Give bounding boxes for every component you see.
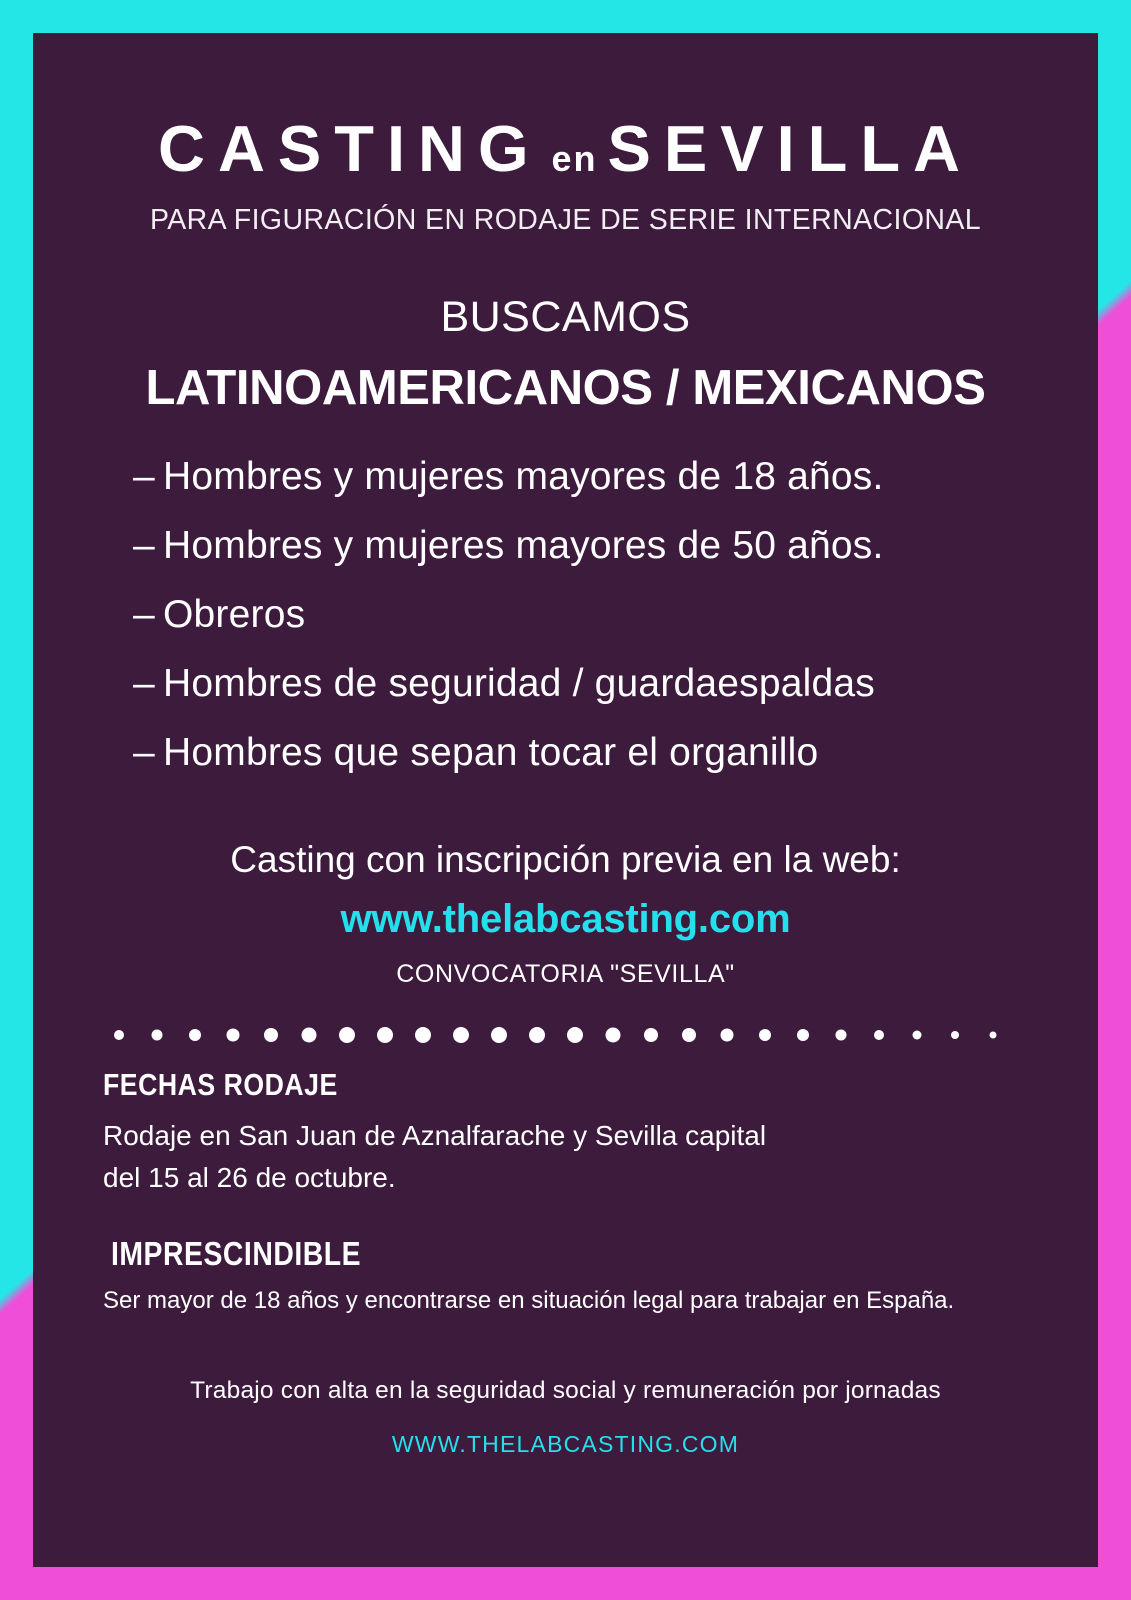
footer-note: Trabajo con alta en la seguridad social y remuneración por jornadas <box>190 1377 941 1405</box>
bullet-dash: – <box>133 662 155 706</box>
buscamos-label: BUSCAMOS <box>440 293 691 341</box>
poster-title <box>33 111 1098 186</box>
imprescindible-heading: IMPRESCINDIBLE <box>111 1235 362 1273</box>
bullet-dash: – <box>133 524 155 568</box>
requirements-list <box>33 442 1098 787</box>
list-item <box>133 580 1098 649</box>
target-group-label: LATINOAMERICANOS / MEXICANOS <box>145 361 986 415</box>
list-item-label: Hombres de seguridad / guardaespaldas <box>163 662 876 706</box>
casting-website-link[interactable]: www.thelabcasting.com <box>340 897 791 942</box>
bullet-dash: – <box>133 593 155 637</box>
title-sevilla: SEVILLA <box>607 112 973 185</box>
fechas-rodaje-body <box>103 1115 1098 1199</box>
bullet-dash: – <box>133 731 155 775</box>
fechas-line-2: del 15 al 26 de octubre. <box>103 1162 396 1194</box>
list-item-label: Hombres que sepan tocar el organillo <box>163 731 819 775</box>
poster-inner-panel <box>33 33 1098 1567</box>
fechas-line-1: Rodaje en San Juan de Aznalfarache y Sevilla capital <box>103 1120 767 1152</box>
convocatoria-label: CONVOCATORIA "SEVILLA" <box>396 960 735 989</box>
list-item <box>133 511 1098 580</box>
casting-instructions: Casting con inscripción previa en la web: <box>230 839 901 881</box>
list-item <box>133 442 1098 511</box>
list-item-label: Obreros <box>163 593 306 637</box>
dotted-divider <box>113 1027 1018 1043</box>
bullet-dash: – <box>133 455 155 498</box>
title-en: en <box>551 138 598 179</box>
poster-subtitle: PARA FIGURACIÓN EN RODAJE DE SERIE INTERNACIONAL <box>149 204 982 236</box>
title-casting: CASTING <box>158 112 542 185</box>
imprescindible-body: Ser mayor de 18 años y encontrarse en situación legal para trabajar en España. <box>103 1287 955 1315</box>
list-item <box>133 649 1098 718</box>
list-item-label: Hombres y mujeres mayores de 50 años. <box>163 524 884 568</box>
list-item <box>133 718 1098 787</box>
fechas-rodaje-heading: FECHAS RODAJE <box>103 1067 338 1103</box>
list-item-label: Hombres y mujeres mayores de 18 años. <box>163 455 884 498</box>
footer-website-link[interactable]: WWW.THELABCASTING.COM <box>391 1431 740 1458</box>
